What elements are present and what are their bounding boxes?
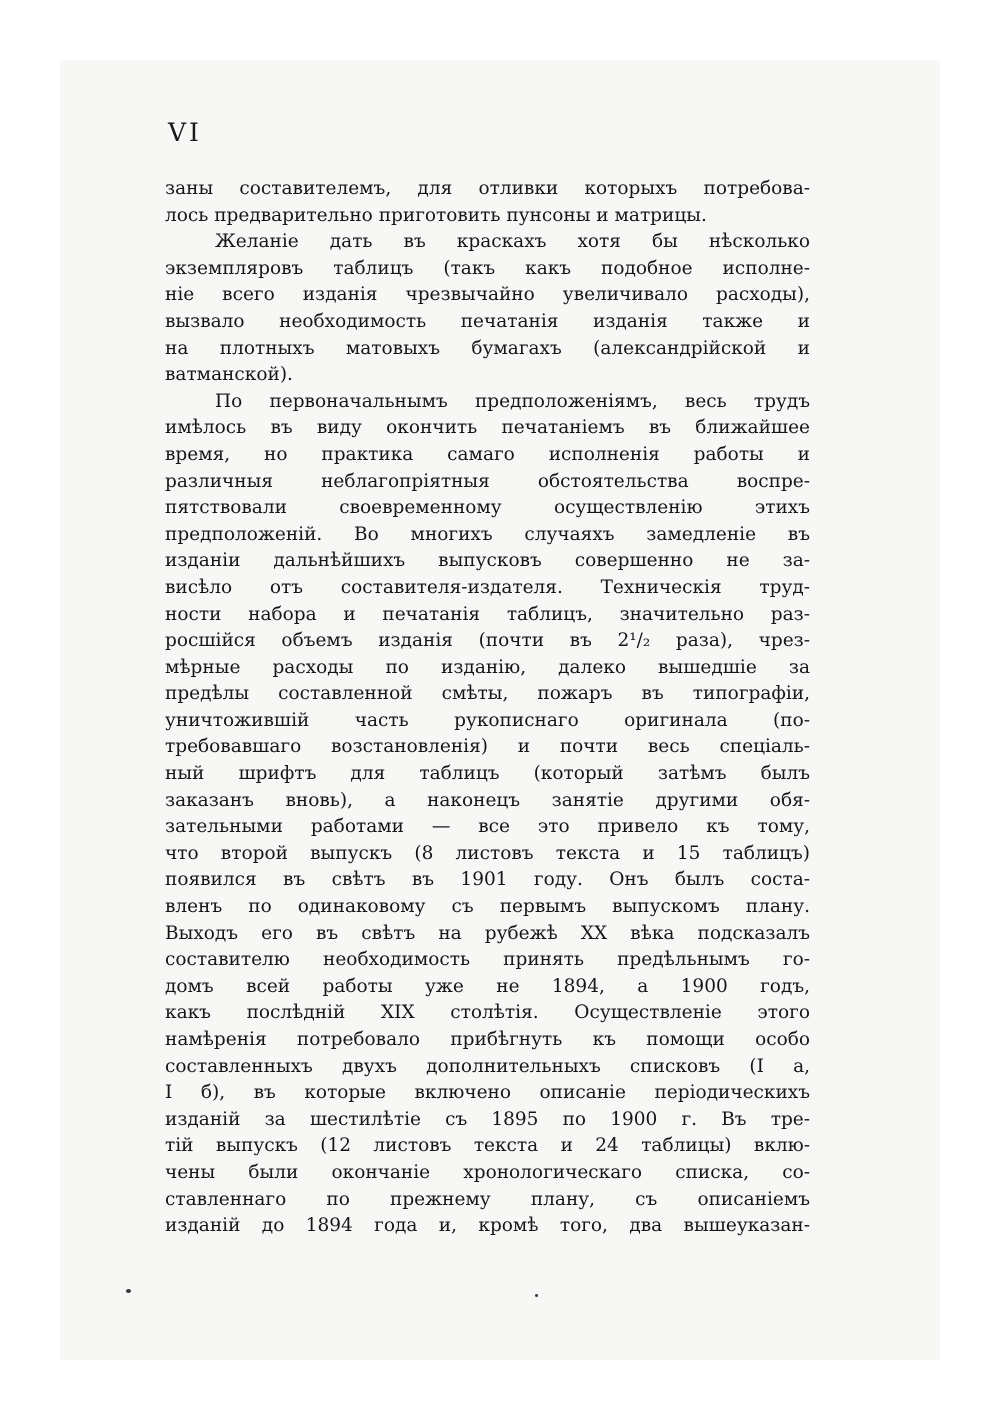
text-line: I б), въ которые включено описаніе періодическихъ [165, 1082, 810, 1104]
text-line: домъ всей работы уже не 1894, а 1900 годъ, [165, 975, 810, 997]
text-line: экземпляровъ таблицъ (такъ какъ подобное исполне- [165, 257, 810, 279]
text-line: что второй выпускъ (8 листовъ текста и 15 таблицъ) [165, 842, 810, 864]
text-line: росшійся объемъ изданія (почти въ 2¹/₂ раза), чрез- [165, 630, 810, 652]
text-line: намѣренія потребовало прибѣгнуть къ помощи особо [165, 1029, 810, 1050]
text-line: время, но практика самаго исполненія работы и [165, 443, 810, 465]
text-line: висѣло отъ составителя-издателя. Техническія труд- [165, 576, 810, 598]
text-line: изданіи дальнѣйшихъ выпусковъ совершенно не за- [165, 550, 810, 572]
text-line: составителю необходимость принять предѣльнымъ го- [165, 949, 810, 971]
text-line: заны составителемъ, для отливки которыхъ потребова- [165, 178, 810, 199]
page-number: VI [168, 118, 202, 147]
text-line: зательными работами — все это привело къ тому, [165, 816, 810, 838]
text-line: различныя неблагопріятныя обстоятельства воспре- [165, 470, 810, 492]
text-line: на плотныхъ матовыхъ бумагахъ (александрійской и [165, 337, 810, 359]
scan-speck [126, 1289, 131, 1293]
text-line: заказанъ вновь), а наконецъ занятіе другими обя- [165, 789, 810, 811]
text-line: уничтожившій часть рукописнаго оригинала (по- [165, 709, 810, 731]
scan-speck [535, 1294, 538, 1297]
text-line: изданій до 1894 года и, кромѣ того, два вышеуказан- [165, 1215, 810, 1237]
text-line: Выходъ его въ свѣтъ на рубежѣ XX вѣка подсказалъ [165, 922, 810, 944]
text-line: составленныхъ двухъ дополнительныхъ списковъ (I а, [165, 1055, 810, 1077]
text-line: требовавшаго возстановленія) и почти весь спеціаль- [165, 736, 810, 758]
text-line: лось предварительно приготовить пунсоны и матрицы. [165, 204, 707, 226]
text-line: ности набора и печатанія таблицъ, значительно раз- [165, 603, 810, 625]
text-line: имѣлось въ виду окончить печатаніемъ въ ближайшее [165, 417, 810, 439]
text-line: Желаніе дать въ краскахъ хотя бы нѣсколько [215, 231, 810, 253]
text-line: предѣлы составленной смѣты, пожаръ въ типографіи, [165, 683, 810, 705]
text-line: вызвало необходимость печатанія изданія также и [165, 310, 810, 332]
text-line: По первоначальнымъ предположеніямъ, весь трудъ [215, 390, 810, 412]
text-line: ный шрифтъ для таблицъ (который затѣмъ былъ [165, 763, 810, 785]
text-line: тій выпускъ (12 листовъ текста и 24 таблицы) вклю- [165, 1135, 810, 1157]
text-line: пятствовали своевременному осуществленію этихъ [165, 497, 810, 519]
text-line: вленъ по одинаковому съ первымъ выпускомъ плану. [165, 896, 810, 918]
text-line: чены были окончаніе хронологическаго списка, со- [165, 1161, 810, 1183]
body-text [165, 176, 810, 1240]
text-line: ватманской). [165, 364, 293, 386]
text-line: какъ послѣдній XIX столѣтія. Осуществленіе этого [165, 1002, 810, 1024]
text-line: изданій за шестилѣтіе съ 1895 по 1900 г. Въ тре- [165, 1108, 810, 1130]
text-line: ніе всего изданія чрезвычайно увеличивало расходы), [165, 284, 810, 306]
text-line: предположеній. Во многихъ случаяхъ замедленіе въ [165, 523, 810, 545]
text-line: ставленнаго по прежнему плану, съ описаніемъ [165, 1188, 810, 1210]
text-line: мѣрные расходы по изданію, далеко вышедшіе за [165, 656, 810, 678]
text-line: появился въ свѣтъ въ 1901 году. Онъ былъ соста- [165, 869, 810, 891]
